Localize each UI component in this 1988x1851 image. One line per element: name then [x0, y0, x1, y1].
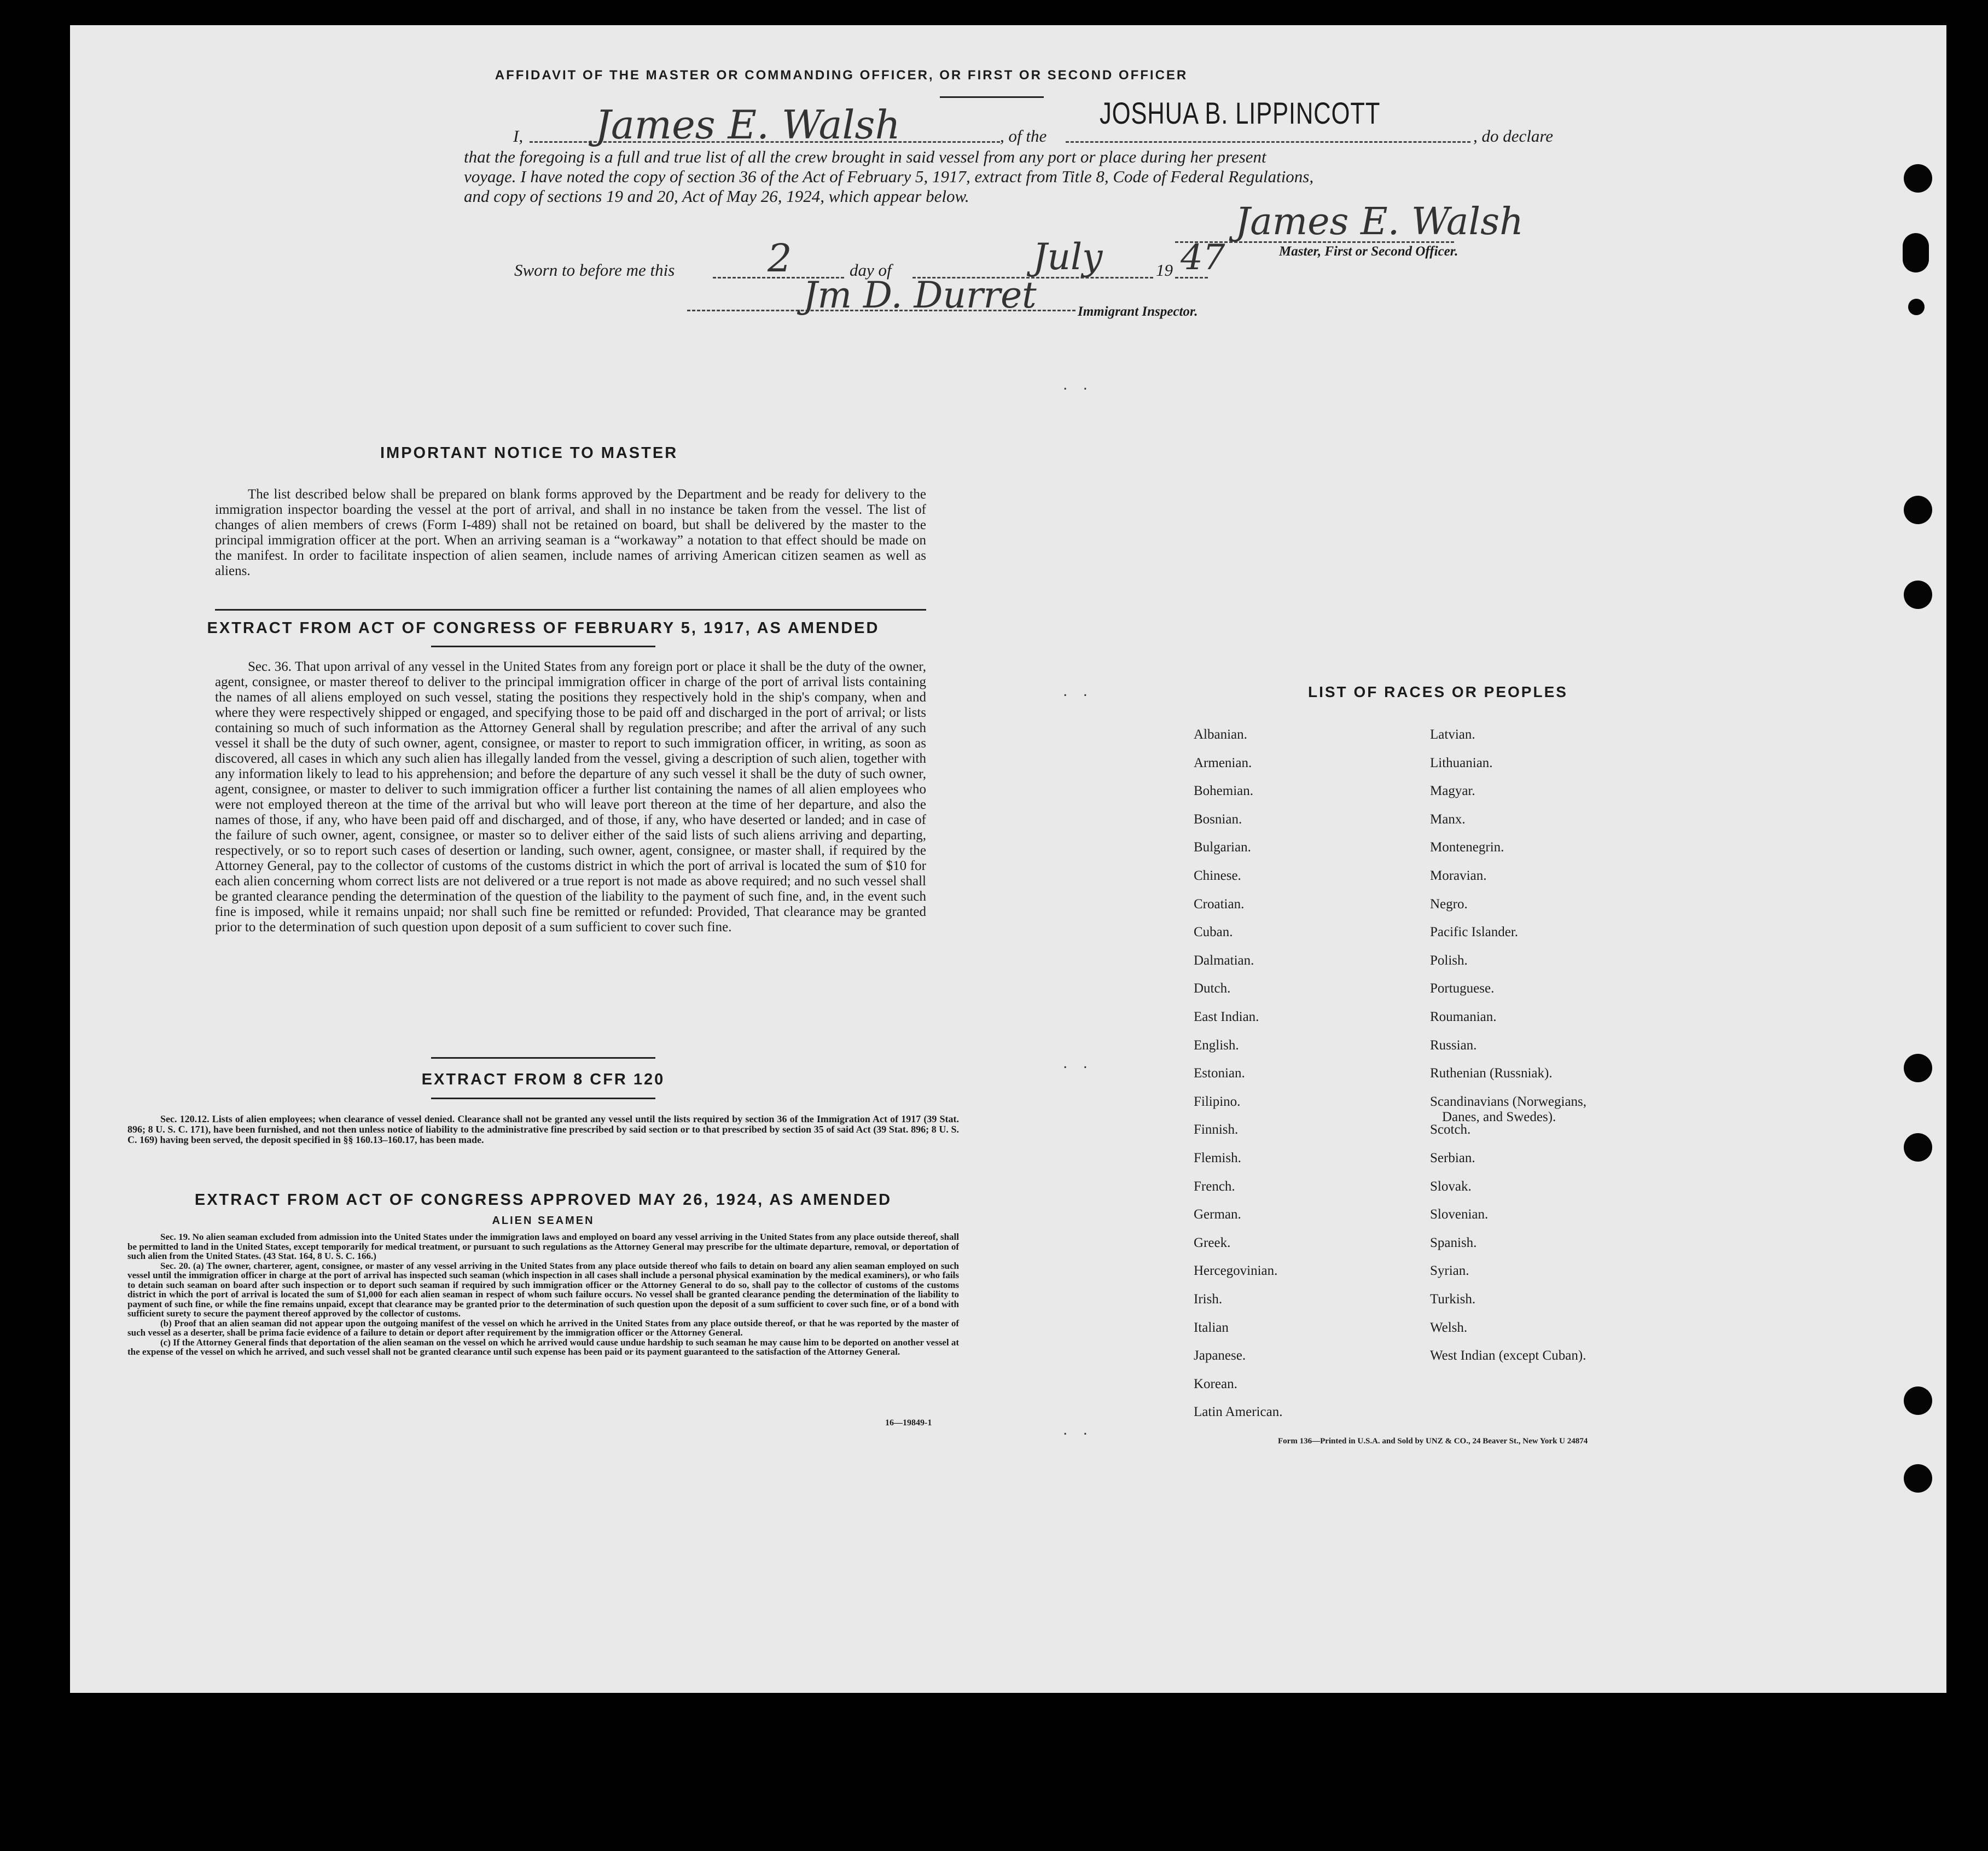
race-item: Korean. — [1194, 1376, 1237, 1391]
divider — [431, 646, 655, 647]
vessel-name: JOSHUA B. LIPPINCOTT — [1100, 96, 1381, 130]
race-item: Finnish. — [1194, 1122, 1239, 1138]
race-item: West Indian (except Cuban). — [1430, 1348, 1586, 1363]
race-item: Portuguese. — [1430, 981, 1495, 996]
race-item: Syrian. — [1430, 1263, 1469, 1279]
sec-20b-text: (b) Proof that an alien seaman did not appear upon the outgoing manifest of the vessel on which he arrived in the United States from any place outside thereof, or that he was reported by the master of such vessel as a deserter, shall be prima facie evidence of a failure to detain or deport after requirement by the immigration officer or the Attorney General. — [127, 1318, 959, 1338]
race-item: Slovak. — [1430, 1179, 1472, 1194]
race-item: Latin American. — [1194, 1405, 1283, 1420]
do-declare-label: , do declare — [1473, 126, 1554, 146]
race-item: Bohemian. — [1194, 784, 1254, 799]
of-the-label: , of the — [1000, 126, 1047, 146]
punch-hole — [1904, 496, 1932, 524]
race-item: Dalmatian. — [1194, 953, 1254, 968]
race-item: Lithuanian. — [1430, 755, 1493, 770]
race-item: Pacific Islander. — [1430, 925, 1519, 940]
notice-text: The list described below shall be prepared on blank forms approved by the Department and be ready for delivery to the immigration inspector boarding the vessel at the port of arrival, and shall in no instance be taken from the vessel. The list of changes of alien members of crews (Form I-489) shall not be retained on board, but shall be delivered by the master to the principal immigration officer at the port. When an arriving seaman is a “workaway” a notation to that effect should be made on the manifest. In order to facilitate inspection of alien seamen, include names of arriving American citizen seamen as well as aliens. — [215, 487, 926, 578]
sec-20c-text: (c) If the Attorney General finds that deportation of the alien seaman on the vessel on which he arrived would cause undue hardship to such seaman he may cause him to be deported on another vessel at the expense of the vessel on which he arrived, and such vessel shall not be granted clearance until such expense has been paid or its payment guaranteed to the satisfaction of the Attorney General. — [127, 1337, 959, 1357]
race-item: Turkish. — [1430, 1292, 1476, 1307]
race-item: Albanian. — [1194, 727, 1247, 742]
punch-hole — [1904, 581, 1932, 609]
year-line — [1175, 277, 1208, 278]
guide-dots: . . — [1063, 1054, 1094, 1072]
affidavit-heading: AFFIDAVIT OF THE MASTER OR COMMANDING OFFICER, OR FIRST OR SECOND OFFICER — [495, 68, 1188, 83]
affidavit-line-3: voyage. I have noted the copy of section 36 of the Act of February 5, 1917, extract from Title 8, Code of Federal Regulations, — [464, 167, 1314, 186]
sec-19-text: Sec. 19. No alien seaman excluded from admission into the United States under the immigration laws and employed on board any vessel arriving in the United States from any place outside thereof, shall be permitted to land in the United States, except temporarily for medical treatment, or pursuant to such regulations as the Attorney General may prescribe for the ultimate departure, removal, or deportation of such alien from the United States. (43 Stat. 164, 8 U. S. C. 166.) — [127, 1232, 959, 1261]
divider — [431, 1057, 655, 1059]
declarant-signature: James E. Walsh — [595, 102, 900, 148]
race-item: Estonian. — [1194, 1066, 1245, 1081]
day-handwritten: 2 — [768, 236, 792, 281]
extract-1924-body — [127, 1232, 959, 1357]
race-item: Serbian. — [1430, 1151, 1475, 1165]
divider — [940, 96, 1044, 98]
race-item: Cuban. — [1194, 925, 1233, 940]
year-handwritten: 47 — [1181, 237, 1225, 278]
punch-hole — [1904, 1386, 1932, 1415]
sworn-label: Sworn to before me this — [514, 260, 675, 280]
punch-hole — [1908, 299, 1925, 315]
extract-1924-title: EXTRACT FROM ACT OF CONGRESS APPROVED MAY 26, 1924, AS AMENDED — [194, 1191, 892, 1209]
race-item: Magyar. — [1430, 784, 1475, 799]
affidavit-line-2: that the foregoing is a full and true list of all the crew brought in said vessel from any port or place during her present — [464, 147, 1266, 166]
vessel-name-line — [1066, 141, 1470, 143]
race-item: Italian — [1194, 1320, 1229, 1335]
guide-dots: . . — [1063, 1420, 1094, 1438]
inspector-label: Immigrant Inspector. — [1078, 304, 1198, 319]
race-item: Spanish. — [1430, 1235, 1477, 1250]
extract-1924-subtitle: ALIEN SEAMEN — [492, 1215, 595, 1227]
race-item: Russian. — [1430, 1037, 1477, 1053]
master-signature: James E. Walsh — [1235, 200, 1524, 243]
race-item: Slovenian. — [1430, 1207, 1489, 1222]
year-prefix: 19 — [1156, 260, 1173, 280]
race-item: Ruthenian (Russniak). — [1430, 1066, 1553, 1081]
race-item: Filipino. — [1194, 1094, 1241, 1109]
guide-dots: . . — [1063, 375, 1094, 393]
race-item: Armenian. — [1194, 755, 1252, 770]
form-number: 16—19849-1 — [885, 1418, 932, 1428]
race-item: French. — [1194, 1179, 1235, 1194]
race-item: Croatian. — [1194, 896, 1245, 912]
race-item: Danes, and Swedes). — [1442, 1109, 1556, 1124]
notice-title: IMPORTANT NOTICE TO MASTER — [380, 444, 678, 462]
manifest-page — [70, 25, 1946, 1693]
race-item: Negro. — [1430, 896, 1468, 912]
punch-hole — [1904, 164, 1932, 193]
sec-20a-text: Sec. 20. (a) The owner, charterer, agent, consignee, or master of any vessel arriving in the United States from any place outside thereof who fails to detain on board any alien seaman employed on such vessel until the immigration officer in charge at the port of arrival has inspected such seaman (which inspection in all cases shall include a personal physical examination by the medical examiners), or who fails to detain such seaman on board after such inspection or to deport such seaman if required by such immigration officer or the Attorney General to do so, shall pay to the collector of customs of the customs district in which the port of arrival is located the sum of $1,000 for each alien seaman in respect of whom such failure occurs. No vessel shall be granted clearance pending the determination of the liability to payment of such fine, or while the fine remains unpaid, except that clearance may be granted prior to the determination of such question upon the deposit of a sum sufficient to cover such fine, or of a bond with sufficient surety to secure the payment thereof approved by the collector of customs. — [127, 1260, 959, 1319]
races-title: LIST OF RACES OR PEOPLES — [1308, 683, 1568, 700]
affidavit-line-4: and copy of sections 19 and 20, Act of May 26, 1924, which appear below. — [464, 187, 969, 206]
punch-hole — [1904, 1464, 1932, 1493]
race-item: Greek. — [1194, 1235, 1231, 1250]
cfr-title: EXTRACT FROM 8 CFR 120 — [421, 1071, 665, 1088]
race-item: Montenegrin. — [1430, 840, 1504, 855]
race-item: Flemish. — [1194, 1151, 1241, 1165]
race-item: Chinese. — [1194, 868, 1241, 883]
extract-1917-text: Sec. 36. That upon arrival of any vessel in the United States from any foreign port or place it shall be the duty of the owner, agent, consignee, or master thereof to deliver to the principal immigration officer in charge of the port of arrival lists containing the names of all aliens employed on such vessel, stating the positions they respectively hold in the ship's company, when and where they were respectively shipped or engaged, and specifying those to be paid off and discharged in the port of arrival; or lists containing so much of such information as the Attorney General shall by regulation prescribe; and after the arrival of any such vessel it shall be the duty of such owner, agent, consignee, or master to report to such immigration officer, in writing, as soon as discovered, all cases in which any such alien has illegally landed from the vessel, giving a description of such alien, together with any information likely to lead to his apprehension; and before the departure of any such vessel it shall be the duty of such owner, agent, consignee, or master to deliver to such immigration officer a further list containing the names of all alien employees who were not employed thereon at the time of the arrival but who will leave port thereon at the time of her departure, and also the names of those, if any, who have been paid off and discharged, and of those, if any, who have deserted or landed; and in case of the failure of such owner, agent, consignee, or master so to deliver either of the said lists of such aliens arriving and departing, respectively, or so to report such cases of desertion or landing, such owner, agent, consignee, or master shall, if required by the Attorney General, pay to the collector of customs of the customs district in which the port of arrival is located the sum of $10 for each alien concerning whom correct lists are not delivered or a true report is not made as above required; and no such vessel shall be granted clearance pending the determination of the question of the liability to the payment of such fine, and, in the event such fine is imposed, while it remains unpaid; nor shall such fine be remitted or refunded: Provided, That clearance may be granted prior to the determination of such question upon deposit of a sum sufficient to cover such fine. — [215, 659, 926, 935]
race-item: East Indian. — [1194, 1009, 1259, 1024]
punch-hole — [1903, 233, 1929, 272]
day-of-label: day of — [850, 260, 892, 280]
race-item: Moravian. — [1430, 868, 1487, 883]
race-item: German. — [1194, 1207, 1241, 1222]
race-item: Welsh. — [1430, 1320, 1468, 1335]
month-handwritten: July — [1033, 236, 1103, 278]
race-item: Bosnian. — [1194, 811, 1242, 827]
race-item: Bulgarian. — [1194, 840, 1251, 855]
inspector-signature: Jm D. Durret — [803, 274, 1037, 316]
divider — [431, 1098, 655, 1099]
race-item: Japanese. — [1194, 1348, 1246, 1363]
race-item: Scandinavians (Norwegians, — [1430, 1094, 1587, 1109]
race-item: Manx. — [1430, 811, 1466, 827]
declarant-i-label: I, — [513, 126, 524, 146]
divider — [215, 609, 926, 611]
race-item: Roumanian. — [1430, 1009, 1497, 1024]
punch-hole — [1904, 1054, 1932, 1082]
race-item: Scotch. — [1430, 1122, 1471, 1138]
race-item: Hercegovinian. — [1194, 1263, 1278, 1279]
race-item: Latvian. — [1430, 727, 1475, 742]
printer-credit: Form 136—Printed in U.S.A. and Sold by UNZ & CO., 24 Beaver St., New York U 24874 — [1278, 1437, 1588, 1446]
extract-1917-title: EXTRACT FROM ACT OF CONGRESS OF FEBRUARY 5, 1917, AS AMENDED — [207, 619, 880, 637]
race-item: Irish. — [1194, 1292, 1223, 1307]
race-item: Dutch. — [1194, 981, 1231, 996]
punch-hole — [1904, 1133, 1932, 1162]
master-label: Master, First or Second Officer. — [1279, 244, 1458, 259]
guide-dots: . . — [1063, 682, 1094, 700]
cfr-text: Sec. 120.12. Lists of alien employees; when clearance of vessel denied. Clearance shall not be granted any vessel until the lists required by section 36 of the Immigration Act of 1917 (39 Stat. 896; 8 U. S. C. 171), have been furnished, and not then unless notice of liability to the administrative fine prescribed by said section or to that prescribed by section 35 of said Act (39 Stat. 896; 8 U. S. C. 169) having been served, the deposit specified in §§ 160.13–160.17, has been made. — [127, 1113, 959, 1145]
race-item: Polish. — [1430, 953, 1468, 968]
race-item: English. — [1194, 1037, 1239, 1053]
